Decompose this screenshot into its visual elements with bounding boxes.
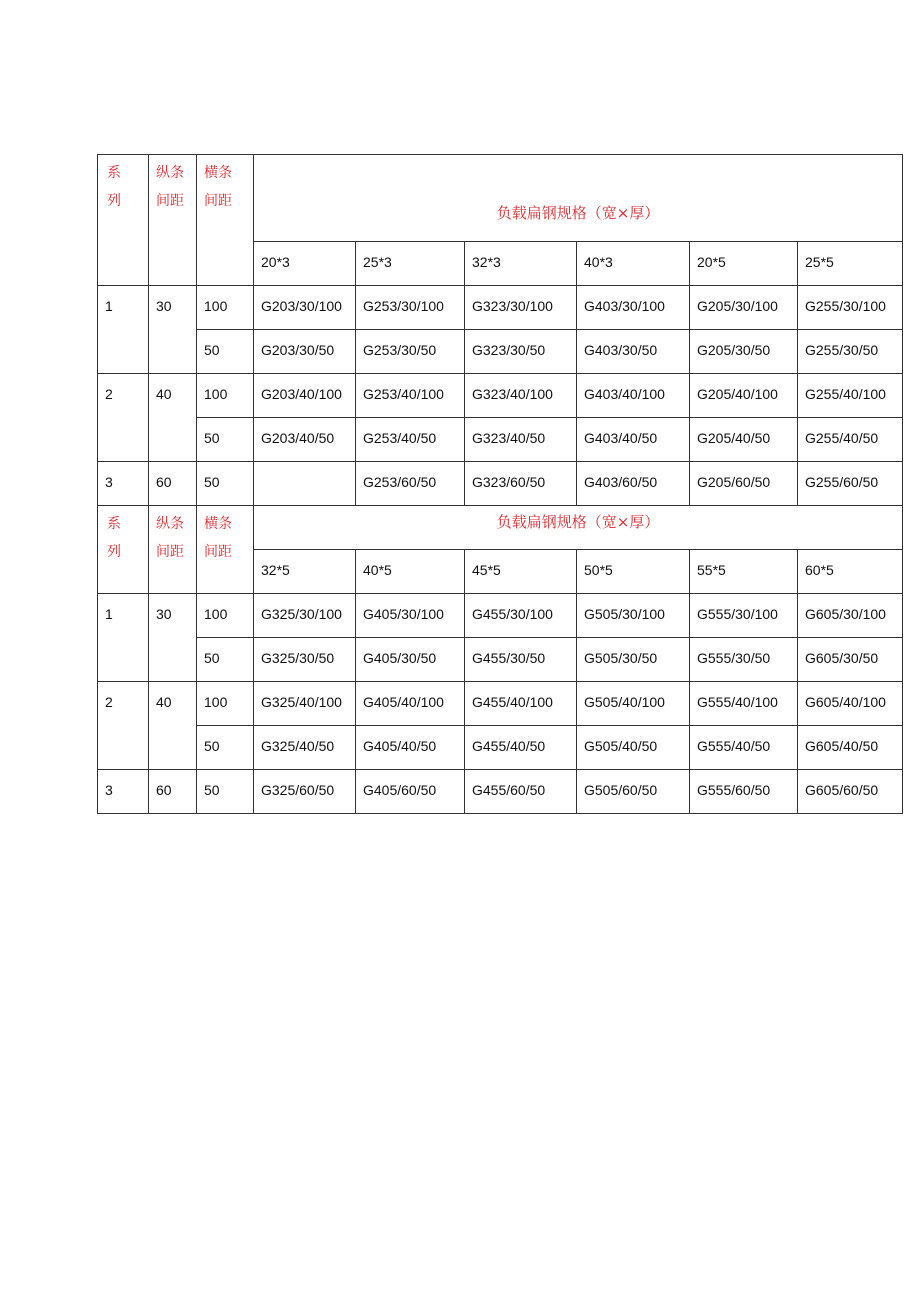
model-code: G455/40/50 — [465, 726, 577, 770]
model-code: G605/30/50 — [798, 638, 903, 682]
model-code: G455/40/100 — [465, 682, 577, 726]
model-code: G205/40/100 — [690, 374, 798, 418]
model-code: G205/30/50 — [690, 330, 798, 374]
model-code: G325/40/50 — [254, 726, 356, 770]
model-code: G325/30/50 — [254, 638, 356, 682]
transverse-spacing: 50 — [197, 418, 254, 462]
series-header-line: 列 — [107, 193, 121, 209]
series-header-line: 系 — [107, 165, 121, 181]
model-code: G325/30/100 — [254, 594, 356, 638]
model-code: G405/40/50 — [356, 726, 465, 770]
table-row — [98, 638, 903, 682]
model-code: G203/40/50 — [254, 418, 356, 462]
longitudinal-spacing-header — [149, 155, 197, 286]
transverse-spacing-header-line: 横条 — [204, 165, 232, 181]
model-code: G203/30/50 — [254, 330, 356, 374]
transverse-spacing-header — [197, 155, 254, 286]
model-code: G325/40/100 — [254, 682, 356, 726]
longitudinal-spacing: 30 — [149, 594, 197, 682]
longitudinal-spacing: 60 — [149, 462, 197, 506]
model-code: G253/30/50 — [356, 330, 465, 374]
model-code: G555/40/50 — [690, 726, 798, 770]
size-header: 25*3 — [356, 242, 465, 286]
model-code: G323/40/100 — [465, 374, 577, 418]
series-number: 3 — [98, 770, 149, 814]
model-code: G605/40/50 — [798, 726, 903, 770]
series-number: 2 — [98, 374, 149, 462]
model-code: G323/30/50 — [465, 330, 577, 374]
table-row — [98, 594, 903, 638]
model-code: G403/40/50 — [577, 418, 690, 462]
model-code: G255/30/100 — [798, 286, 903, 330]
transverse-spacing: 100 — [197, 286, 254, 330]
longitudinal-spacing: 60 — [149, 770, 197, 814]
series-number: 2 — [98, 682, 149, 770]
model-code: G605/40/100 — [798, 682, 903, 726]
model-code: G253/40/100 — [356, 374, 465, 418]
grating-spec-table — [97, 154, 903, 814]
series-header — [98, 155, 149, 286]
longitudinal-spacing-header — [149, 506, 197, 594]
model-code: G205/60/50 — [690, 462, 798, 506]
model-code: G555/30/50 — [690, 638, 798, 682]
table-row — [98, 374, 903, 418]
model-code: G555/40/100 — [690, 682, 798, 726]
model-code: G555/60/50 — [690, 770, 798, 814]
size-header: 40*3 — [577, 242, 690, 286]
model-code: G255/40/100 — [798, 374, 903, 418]
model-code: G205/30/100 — [690, 286, 798, 330]
model-code: G455/30/100 — [465, 594, 577, 638]
table-row — [98, 286, 903, 330]
model-code: G403/30/50 — [577, 330, 690, 374]
table-body — [98, 155, 903, 814]
transverse-spacing-header-line: 间距 — [204, 544, 232, 560]
series-number: 1 — [98, 594, 149, 682]
model-code: G405/30/100 — [356, 594, 465, 638]
model-code: G205/40/50 — [690, 418, 798, 462]
size-header: 20*3 — [254, 242, 356, 286]
model-code: G405/60/50 — [356, 770, 465, 814]
longitudinal-spacing: 30 — [149, 286, 197, 374]
transverse-spacing: 50 — [197, 638, 254, 682]
model-code: G403/60/50 — [577, 462, 690, 506]
table-row — [98, 770, 903, 814]
model-code: G455/60/50 — [465, 770, 577, 814]
series-header-line: 系 — [107, 516, 121, 532]
size-header: 25*5 — [798, 242, 903, 286]
size-header: 32*3 — [465, 242, 577, 286]
table-row — [98, 682, 903, 726]
transverse-spacing-header — [197, 506, 254, 594]
longitudinal-spacing: 40 — [149, 374, 197, 462]
model-code: G325/60/50 — [254, 770, 356, 814]
model-code: G323/40/50 — [465, 418, 577, 462]
table-row — [98, 726, 903, 770]
series-number: 1 — [98, 286, 149, 374]
model-code: G253/40/50 — [356, 418, 465, 462]
longitudinal-spacing-header-line: 间距 — [156, 193, 184, 209]
model-code: G405/40/100 — [356, 682, 465, 726]
table-row — [98, 418, 903, 462]
model-code: G505/30/50 — [577, 638, 690, 682]
transverse-spacing-header-line: 横条 — [204, 516, 232, 532]
model-code: G455/30/50 — [465, 638, 577, 682]
model-code: G323/30/100 — [465, 286, 577, 330]
longitudinal-spacing-header-line: 纵条 — [156, 165, 184, 181]
model-code: G255/30/50 — [798, 330, 903, 374]
series-header-line: 列 — [107, 544, 121, 560]
size-header: 40*5 — [356, 550, 465, 594]
longitudinal-spacing-header-line: 间距 — [156, 544, 184, 560]
model-code: G323/60/50 — [465, 462, 577, 506]
table-row — [98, 330, 903, 374]
transverse-spacing: 100 — [197, 594, 254, 638]
size-header: 20*5 — [690, 242, 798, 286]
model-code: G255/40/50 — [798, 418, 903, 462]
size-header: 60*5 — [798, 550, 903, 594]
model-code: G505/40/50 — [577, 726, 690, 770]
header-row — [98, 506, 903, 550]
series-header — [98, 506, 149, 594]
model-code: G605/60/50 — [798, 770, 903, 814]
model-code: G505/60/50 — [577, 770, 690, 814]
header-row — [98, 155, 903, 242]
group-title: 负载扁钢规格（宽×厚） — [254, 506, 903, 550]
longitudinal-spacing-header-line: 纵条 — [156, 516, 184, 532]
model-code: G403/30/100 — [577, 286, 690, 330]
size-header: 50*5 — [577, 550, 690, 594]
model-code: G403/40/100 — [577, 374, 690, 418]
transverse-spacing: 100 — [197, 682, 254, 726]
model-code: G255/60/50 — [798, 462, 903, 506]
model-code: G555/30/100 — [690, 594, 798, 638]
model-code: G505/30/100 — [577, 594, 690, 638]
model-code: G203/40/100 — [254, 374, 356, 418]
transverse-spacing-header-line: 间距 — [204, 193, 232, 209]
transverse-spacing: 100 — [197, 374, 254, 418]
model-code: G253/30/100 — [356, 286, 465, 330]
transverse-spacing: 50 — [197, 330, 254, 374]
model-code: G605/30/100 — [798, 594, 903, 638]
transverse-spacing: 50 — [197, 726, 254, 770]
model-code: G505/40/100 — [577, 682, 690, 726]
size-header: 55*5 — [690, 550, 798, 594]
transverse-spacing: 50 — [197, 462, 254, 506]
model-code — [254, 462, 356, 506]
size-header: 32*5 — [254, 550, 356, 594]
transverse-spacing: 50 — [197, 770, 254, 814]
model-code: G203/30/100 — [254, 286, 356, 330]
table-row — [98, 462, 903, 506]
model-code: G253/60/50 — [356, 462, 465, 506]
series-number: 3 — [98, 462, 149, 506]
size-header: 45*5 — [465, 550, 577, 594]
group-title: 负载扁钢规格（宽×厚） — [254, 155, 903, 242]
model-code: G405/30/50 — [356, 638, 465, 682]
longitudinal-spacing: 40 — [149, 682, 197, 770]
